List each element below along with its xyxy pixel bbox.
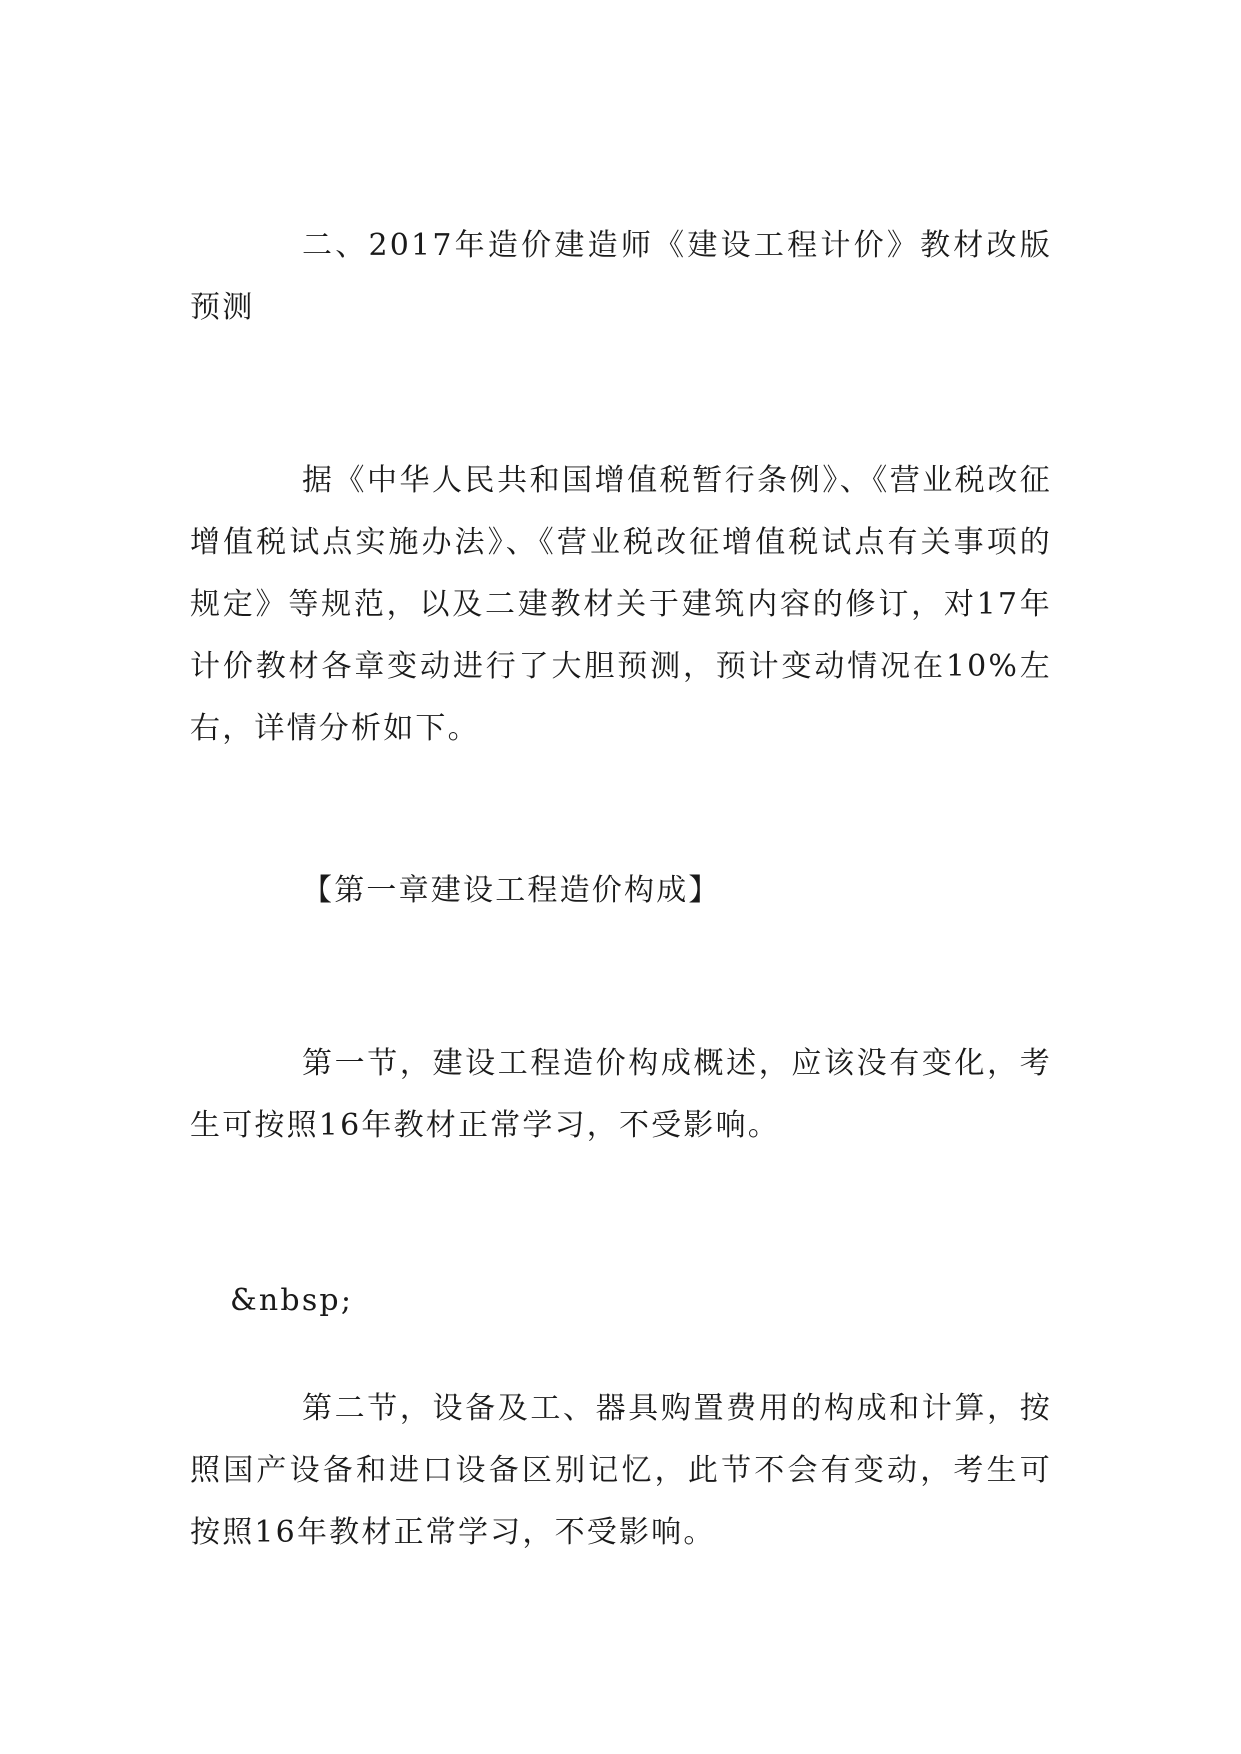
chapter-heading: 【第一章建设工程造价构成】 [302,873,721,908]
section-heading: 二、2017年造价建造师《建设工程计价》教材改版预测 [190,228,1052,325]
section-two-paragraph: 第二节，设备及工、器具购置费用的构成和计算，按照国产设备和进口设备区别记忆，此节不会有变动，考生可按照16年教材正常学习，不受影响。 [190,1391,1052,1550]
nbsp-text: &nbsp; [230,1283,354,1318]
intro-paragraph: 据《中华人民共和国增值税暂行条例》、《营业税改征增值税试点实施办法》、《营业税改征增值税试点有关事项的规定》等规范，以及二建教材关于建筑内容的修订，对17年计价教材各章变动进行了大胆预测，预计变动情况在10%左右，详情分析如下。 [190,463,1052,746]
section-one-paragraph: 第一节，建设工程造价构成概述，应该没有变化，考生可按照16年教材正常学习，不受影响。 [190,1046,1052,1143]
